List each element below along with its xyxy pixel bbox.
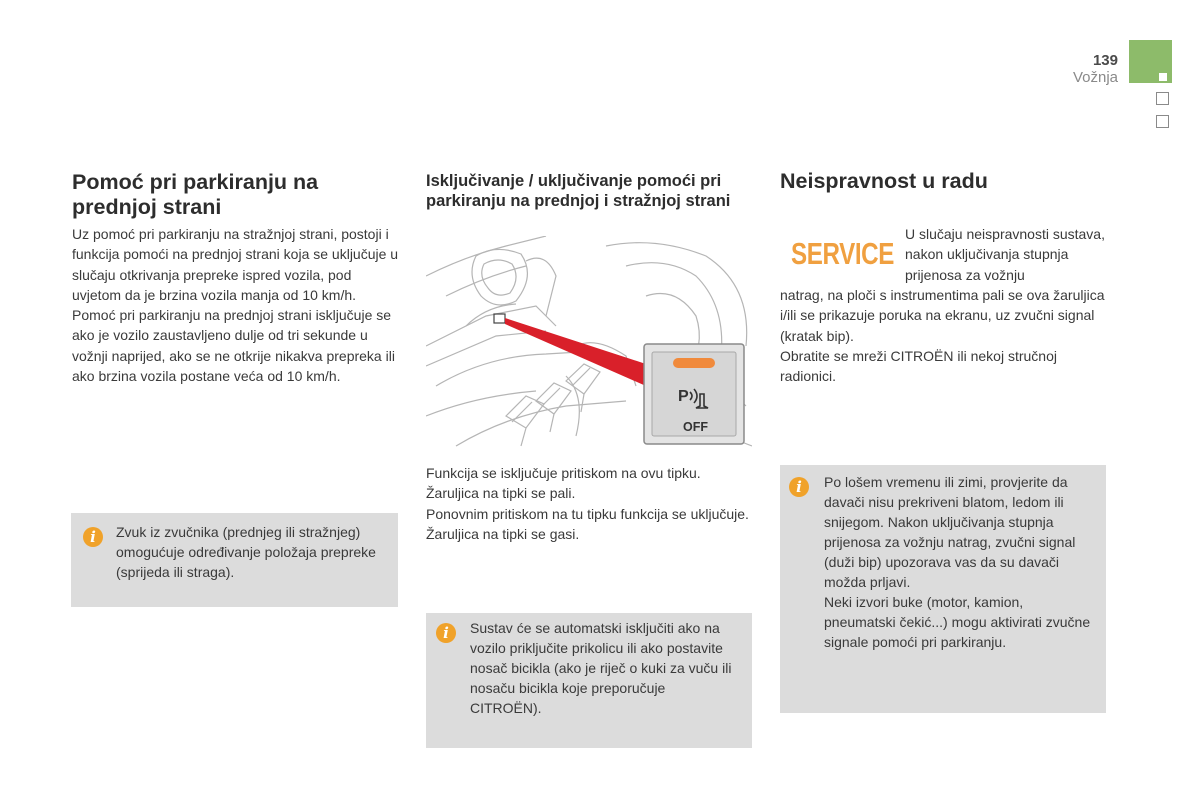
section-title-deactivation: Isključivanje / uključivanje pomoći pri parkiranju na prednjoj i stražnjoj strani [426, 172, 731, 210]
note-text [470, 618, 740, 718]
front-parking-description [72, 224, 402, 386]
chapter-tab-box [1156, 115, 1169, 128]
note-text [824, 472, 1096, 652]
info-note-speaker [71, 513, 398, 607]
malfunction-text-wrapped [905, 224, 1105, 285]
switch-location [494, 314, 505, 323]
note-text [116, 522, 391, 582]
paragraph: Ponovnim pritiskom na tu tipku funkcija se uključuje. Žaruljica na tipki se gasi. [426, 505, 749, 542]
section-name: Vožnja [1072, 69, 1118, 86]
note-paragraph: Po lošem vremenu ili zimi, provjerite da davači nisu prekriveni blatom, ledom ili snijegom. Nakon uključivanja stupnja prijenosa za vožnju natrag, zvučni signal (duži bip) upozorava vas da su davači možda prljavi. [824, 474, 1076, 590]
indicator-lamp [673, 358, 715, 368]
note-paragraph: Neki izvori buke (motor, kamion, pneumatski čekić...) mogu aktivirati zvučne signale pomoći pri parkiranju. [824, 594, 1091, 650]
paragraph: Obratite se mreži CITROËN ili nekoj stručnoj radionici. [780, 347, 1057, 385]
section-title-front-parking: Pomoć pri parkiranju na prednjoj strani [72, 170, 319, 219]
paragraph: Žaruljica na tipki se pali. [426, 485, 576, 502]
page-number: 139 [1092, 52, 1118, 69]
info-note-trailer [426, 613, 752, 748]
button-off-label: OFF [683, 420, 708, 434]
service-warning-icon: SERVICE [791, 236, 894, 271]
button-symbol: P [678, 388, 689, 405]
info-note-sensors [780, 465, 1106, 713]
note-paragraph: Sustav će se automatski isključiti ako na vozilo priključite prikolicu ili ako postavite nosač bicikla (ako je riječ o kuki za vuču ili nosaču bicikla koje preporučuje CITROËN). [470, 620, 732, 716]
section-title-malfunction: Neispravnost u radu [780, 169, 988, 193]
park-assist-off-button [644, 344, 744, 444]
paragraph: Pomoć pri parkiranju na prednjoj strani isključuje se ako je vozilo zaustavljeno dulje od tri sekunde u vožnji naprijed, ako se ne otkrije nikakva prepreka ili ako brzina vozila postane veća od 10 km/h. [72, 307, 395, 385]
note-paragraph: Zvuk iz zvučnika (prednjeg ili stražnjeg) omogućuje određivanje položaja prepreke (sprijeda ili straga). [116, 524, 376, 580]
pointer-highlight [505, 318, 646, 386]
chapter-tab-box [1156, 92, 1169, 105]
malfunction-text [780, 285, 1110, 386]
paragraph: Uz pomoć pri parkiranju na stražnjoj strani, postoji i funkcija pomoći na prednjoj strani koja se uključuje u slučaju otkrivanja prepreke ispred vozila, pod uvjetom da je brzina vozila manja od 10 km/h. [72, 226, 399, 303]
info-icon: i [436, 623, 456, 643]
chapter-tab-dot [1159, 73, 1167, 81]
info-icon: i [83, 527, 103, 547]
paragraph: natrag, na ploči s instrumentima pali se ova žaruljica i/ili se prikazuje poruka na ekranu, uz zvučni signal (kratak bip). [780, 287, 1105, 344]
deactivation-description [426, 463, 756, 544]
info-icon: i [789, 477, 809, 497]
paragraph: Funkcija se isključuje pritiskom na ovu tipku. [426, 465, 701, 481]
dashboard-illustration [426, 236, 752, 454]
paragraph: U slučaju neispravnosti sustava, nakon uključivanja stupnja prijenosa za vožnju [905, 226, 1105, 283]
